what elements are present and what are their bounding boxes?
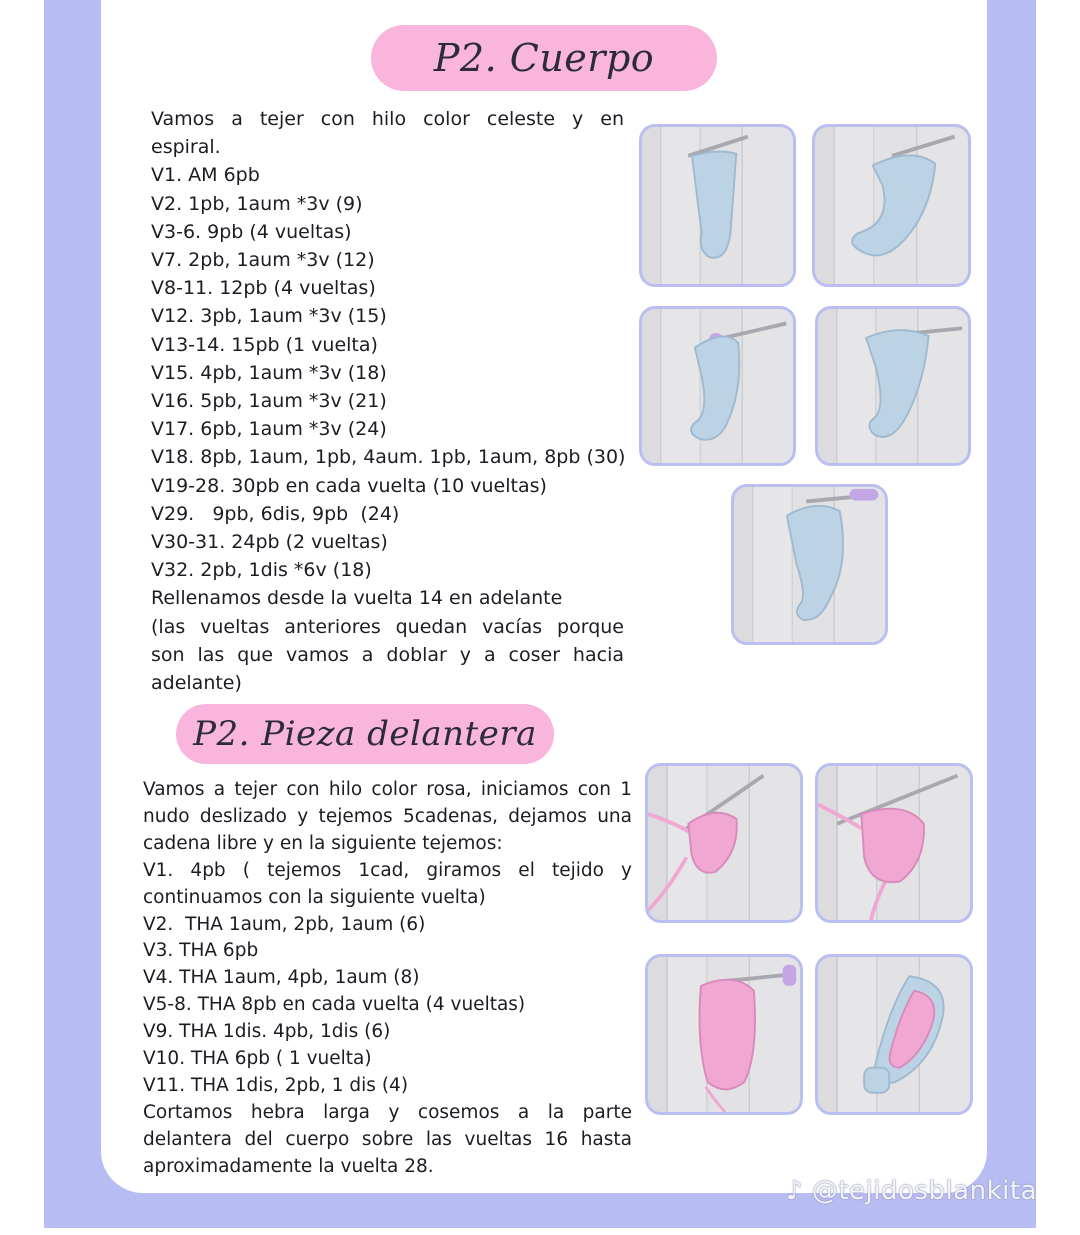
instruction-line: cadena libre y en la siguiente tejemos: bbox=[143, 832, 503, 854]
photo-blue-step-1 bbox=[639, 124, 796, 287]
instruction-line: V4. THA 1aum, 4pb, 1aum (8) bbox=[143, 967, 420, 989]
instruction-line: V10. THA 6pb ( 1 vuelta) bbox=[143, 1048, 372, 1070]
photo-blue-step-4 bbox=[815, 306, 971, 466]
instruction-line: V1. 4pb ( tejemos 1cad, giramos el tejido y bbox=[143, 859, 632, 881]
instruction-line: V7. 2pb, 1aum *3v (12) bbox=[151, 249, 375, 272]
section-title-pieza-delantera: P2. Pieza delantera bbox=[176, 704, 554, 764]
instruction-line: V1. AM 6pb bbox=[151, 164, 260, 187]
instruction-line: V13-14. 15pb (1 vuelta) bbox=[151, 333, 378, 356]
instruction-line: Vamos a tejer con hilo color rosa, iniciamos con 1 bbox=[143, 779, 632, 800]
instruction-line: V12. 3pb, 1aum *3v (15) bbox=[151, 305, 387, 328]
pieza-delantera-instructions bbox=[143, 777, 632, 1181]
tiktok-icon: ♪ bbox=[786, 1176, 804, 1206]
instruction-line: continuamos con la siguiente vuelta) bbox=[143, 886, 486, 908]
instruction-line: V17. 6pb, 1aum *3v (24) bbox=[151, 418, 387, 441]
instruction-line: Cortamos hebra larga y cosemos a la parte bbox=[143, 1101, 632, 1123]
instruction-line: V2. THA 1aum, 2pb, 1aum (6) bbox=[143, 913, 426, 935]
instruction-line: aproximadamente la vuelta 28. bbox=[143, 1155, 434, 1177]
watermark-handle: @tejidosblankita bbox=[811, 1176, 1037, 1206]
photo-pink-step-4 bbox=[815, 954, 973, 1115]
photo-blue-step-2 bbox=[812, 124, 971, 287]
instruction-line: V5-8. THA 8pb en cada vuelta (4 vueltas) bbox=[143, 994, 526, 1016]
photo-pink-step-2 bbox=[815, 763, 973, 923]
instruction-line: V29. 9pb, 6dis, 9pb (24) bbox=[151, 502, 400, 525]
photo-blue-step-5 bbox=[731, 484, 888, 645]
instruction-line: son las que vamos a doblar y a coser hacia bbox=[151, 643, 624, 666]
instruction-line: V2. 1pb, 1aum *3v (9) bbox=[151, 192, 363, 215]
section-title-cuerpo: P2. Cuerpo bbox=[371, 25, 717, 91]
instruction-line: Vamos a tejer con hilo color celeste y en bbox=[151, 108, 624, 130]
instruction-line: V15. 4pb, 1aum *3v (18) bbox=[151, 361, 387, 384]
instruction-line: (las vueltas anteriores quedan vacías porque bbox=[151, 615, 624, 638]
photo-pink-step-1 bbox=[645, 763, 803, 923]
instruction-line: V16. 5pb, 1aum *3v (21) bbox=[151, 390, 387, 413]
instruction-line: V18. 8pb, 1aum, 1pb, 4aum. 1pb, 1aum, 8pb (30) bbox=[151, 446, 626, 469]
tiktok-watermark bbox=[786, 1176, 1037, 1206]
instruction-line: V32. 2pb, 1dis *6v (18) bbox=[151, 559, 372, 582]
instruction-line: V3-6. 9pb (4 vueltas) bbox=[151, 220, 352, 243]
instruction-line: V19-28. 30pb en cada vuelta (10 vueltas) bbox=[151, 474, 547, 497]
instruction-line: espiral. bbox=[151, 136, 221, 159]
instruction-line: Rellenamos desde la vuelta 14 en adelante bbox=[151, 587, 563, 610]
photo-blue-step-3 bbox=[639, 306, 796, 466]
instruction-line: V30-31. 24pb (2 vueltas) bbox=[151, 531, 388, 554]
instruction-line: V3. THA 6pb bbox=[143, 940, 259, 962]
instruction-line: delantera del cuerpo sobre las vueltas 16 hasta bbox=[143, 1128, 632, 1150]
instruction-line: V8-11. 12pb (4 vueltas) bbox=[151, 277, 376, 300]
instruction-line: adelante) bbox=[151, 672, 242, 695]
photo-pink-step-3 bbox=[645, 954, 803, 1115]
cuerpo-instructions bbox=[151, 105, 624, 697]
instruction-line: V11. THA 1dis, 2pb, 1 dis (4) bbox=[143, 1074, 409, 1096]
instruction-line: V9. THA 1dis. 4pb, 1dis (6) bbox=[143, 1021, 391, 1043]
instruction-line: nudo deslizado y tejemos 5cadenas, dejamos una bbox=[143, 805, 632, 827]
